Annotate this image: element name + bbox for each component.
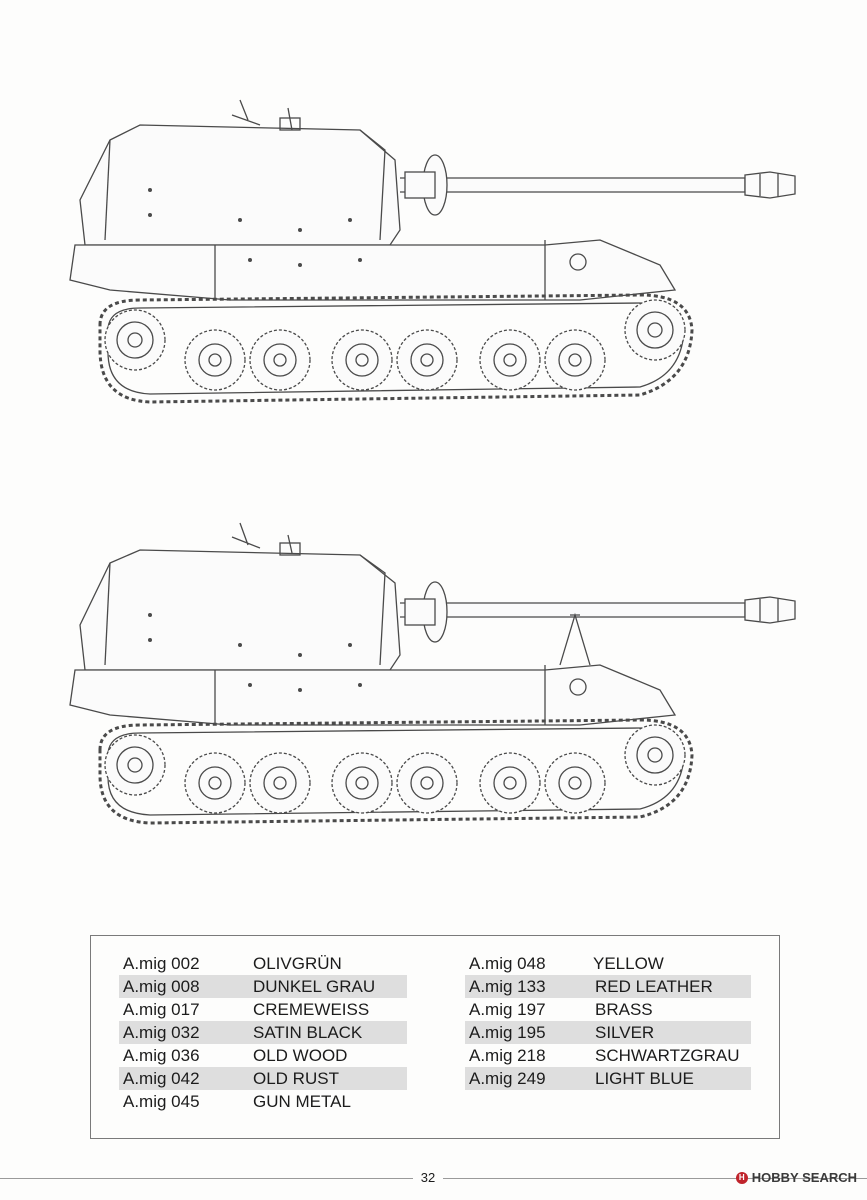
tank-top-svg <box>0 90 867 420</box>
paint-row <box>119 998 407 1021</box>
paint-name: DUNKEL GRAU <box>253 977 376 996</box>
paint-name: SATIN BLACK <box>253 1023 363 1042</box>
paint-name: SILVER <box>595 1023 655 1042</box>
paint-name: LIGHT BLUE <box>595 1069 694 1088</box>
paint-column-right <box>465 952 751 1090</box>
paint-row <box>465 975 751 998</box>
paint-code: A.mig 045 <box>123 1092 200 1111</box>
paint-name: OLIVGRÜN <box>253 954 342 973</box>
paint-row <box>119 1044 407 1067</box>
paint-row <box>119 1090 407 1113</box>
tank-side-view-top <box>0 90 867 420</box>
paint-row <box>119 1021 407 1044</box>
page-number: 32 <box>413 1170 443 1185</box>
paint-legend <box>90 935 780 1139</box>
paint-row <box>465 1021 751 1044</box>
paint-column-left <box>119 952 407 1113</box>
watermark-text: HOBBY SEARCH <box>751 1170 857 1185</box>
paint-name: RED LEATHER <box>595 977 713 996</box>
paint-code: A.mig 017 <box>123 1000 200 1019</box>
paint-code: A.mig 249 <box>469 1069 546 1088</box>
paint-code: A.mig 048 <box>469 954 546 973</box>
paint-name: OLD RUST <box>253 1069 339 1088</box>
paint-code: A.mig 032 <box>123 1023 200 1042</box>
paint-name: CREMEWEISS <box>253 1000 370 1019</box>
paint-name: GUN METAL <box>253 1092 351 1111</box>
paint-name: BRASS <box>595 1000 653 1019</box>
paint-code: A.mig 042 <box>123 1069 200 1088</box>
paint-row <box>465 952 751 975</box>
paint-code: A.mig 008 <box>123 977 200 996</box>
paint-code: A.mig 036 <box>123 1046 200 1065</box>
paint-code: A.mig 197 <box>469 1000 546 1019</box>
tank-side-view-bottom <box>0 515 867 835</box>
tank-bottom-svg <box>0 515 867 835</box>
watermark <box>736 1170 857 1185</box>
watermark-logo-icon: H <box>736 1172 748 1184</box>
paint-code: A.mig 218 <box>469 1046 546 1065</box>
paint-row <box>119 975 407 998</box>
paint-row <box>119 1067 407 1090</box>
paint-name: YELLOW <box>593 954 664 973</box>
paint-row <box>465 998 751 1021</box>
paint-row <box>465 1067 751 1090</box>
paint-name: OLD WOOD <box>253 1046 348 1065</box>
paint-code: A.mig 133 <box>469 977 546 996</box>
paint-row <box>119 952 407 975</box>
paint-row <box>465 1044 751 1067</box>
paint-code: A.mig 002 <box>123 954 200 973</box>
paint-name: SCHWARTZGRAU <box>595 1046 740 1065</box>
paint-code: A.mig 195 <box>469 1023 546 1042</box>
